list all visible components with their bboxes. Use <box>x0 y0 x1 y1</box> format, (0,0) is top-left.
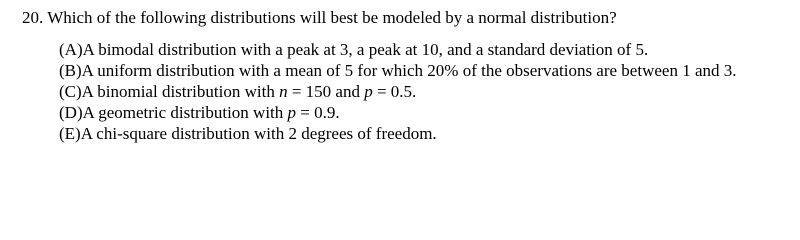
choice-letter: (B) <box>59 61 82 80</box>
question-text: Which of the following distributions will best be modeled by a normal distribution? <box>47 8 617 27</box>
choice-c <box>59 81 792 102</box>
choice-text: = 150 and <box>291 82 360 101</box>
choice-letter: (D) <box>59 103 83 122</box>
choice-text: A bimodal distribution with a peak at 3, a peak at 10, and a standard deviation of 5. <box>82 40 649 59</box>
choice-text: A geometric distribution with <box>82 103 284 122</box>
variable-p: p <box>287 103 297 122</box>
choice-text: A chi-square distribution with 2 degrees of freedom. <box>80 124 437 143</box>
choice-text: A uniform distribution with a mean of 5 for which 20% of the observations are between 1 and 3. <box>81 61 737 80</box>
choice-e <box>59 123 792 144</box>
variable-n: n <box>279 82 288 101</box>
choice-letter: (C) <box>59 82 82 101</box>
choice-letter: (E) <box>59 124 81 143</box>
question-stem <box>22 7 792 28</box>
choice-b <box>59 60 792 81</box>
answer-choices <box>22 39 792 144</box>
variable-p: p <box>364 82 373 101</box>
question-block <box>22 7 792 144</box>
choice-a <box>59 39 792 60</box>
choice-text: = 0.9. <box>300 103 340 122</box>
choice-text: A binomial distribution with <box>81 82 275 101</box>
choice-text: = 0.5. <box>376 82 417 101</box>
question-number: 20. <box>22 8 44 27</box>
choice-d <box>59 102 792 123</box>
choice-letter: (A) <box>59 40 83 59</box>
